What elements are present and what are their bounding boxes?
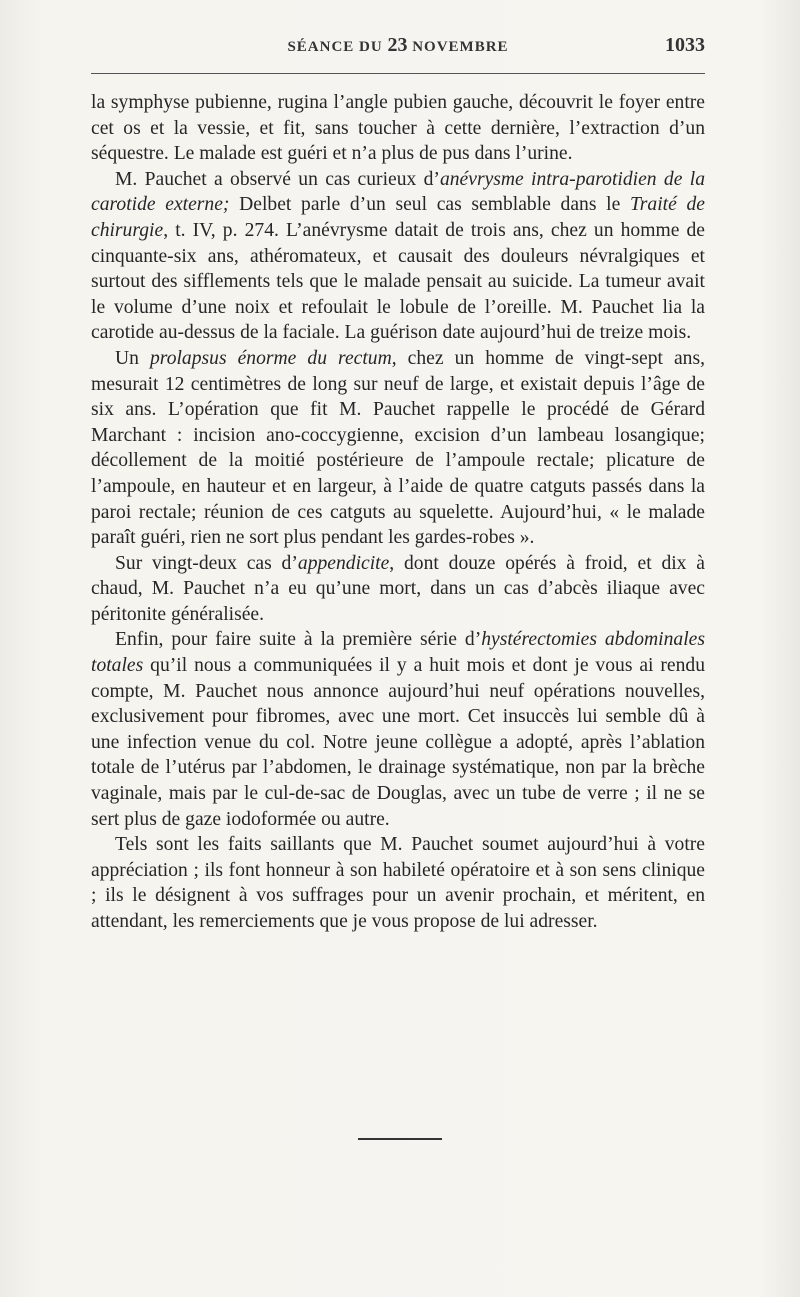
italic-term: Traité de chirurgie [91,194,705,241]
body-text [91,90,705,935]
paragraph-text: Delbet parle d’un seul cas semblable dans le [229,194,630,216]
paragraph-text: Sur vingt-deux cas d’ [115,552,298,574]
running-title [91,34,705,57]
paragraph-text: Enfin, pour faire suite à la première série d’ [115,629,482,651]
page-number: 1033 [665,34,705,56]
paragraph [91,167,705,346]
running-title-day: 23 [387,34,408,56]
paragraph-text: Tels sont les faits saillants que M. Pauchet soumet aujourd’hui à votre appréciation ; ils font honneur à son habileté opératoire et à son sens clinique ; ils le désignent à vos suffrages pour un avenir prochain, et méritent, en attendant, les remerciements que je vous propose de lui adresser. [91,834,705,932]
paragraph-text: M. Pauchet a observé un cas curieux d’ [115,168,440,190]
paragraph-text: , t. IV, p. 274. L’anévrysme datait de trois ans, chez un homme de cinquante-six ans, athéromateux, et causait des douleurs névralgiques et surtout des sifflements tels que le malade pensait au suicide. La tumeur avait le volume d’une noix et refoulait le lobule de l’oreille. M. Pauchet lia la carotide au-dessus de la faciale. La guérison date aujourd’hui de treize mois. [91,219,705,344]
running-title-prefix: SÉANCE DU [287,39,388,55]
paragraph [91,90,705,167]
paragraph [91,346,705,551]
italic-term: anévrysme intra-parotidien de la carotide externe; [91,168,705,216]
paragraph [91,627,705,832]
running-title-month: NOVEMBRE [407,39,509,55]
paragraph-text: , chez un homme de vingt-sept ans, mesurait 12 centimètres de long sur neuf de large, et existait depuis l’âge de six ans. L’opération que fit M. Pauchet rappelle le procédé de Gérard Marchant : incision ano-coccygienne, excision d’un lambeau losangique; décollement de la moitié postérieure de l’ampoule rectale; plicature de l’ampoule, en hauteur et en largeur, à l’aide de quatre catguts passés dans la paroi rectale; réunion de ces catguts au squelette. Aujourd’hui, « le malade paraît guéri, rien ne sort plus pendant les gardes-robes ». [91,347,705,549]
paragraph-text: Un [115,347,150,369]
italic-term: appendicite [297,552,390,574]
closing-rule [358,1138,442,1140]
paragraph-text: la symphyse pubienne, rugina l’angle pubien gauche, découvrit le foyer entre cet os et la vessie, et fit, sans toucher à cette dernière, l’extraction d’un séquestre. Le malade est guéri et n’a plus de pus dans l’urine. [91,92,705,165]
italic-term: prolapsus énorme du rectum [150,347,392,369]
paragraph [91,832,705,934]
paragraph [91,551,705,628]
paragraph-text: qu’il nous a communiquées il y a huit mois et dont je vous ai rendu compte, M. Pauchet nous annonce aujourd’hui neuf opérations nouvelles, exclusivement pour fibromes, avec une mort. Cet insuccès lui semble dû à une infection venue du col. Notre jeune collègue a adopté, après l’ablation totale de l’utérus par l’abdomen, le drainage systématique, non par la brèche vaginale, mais par le cul-de-sac de Douglas, avec un tube de verre ; il ne se sert plus de gaze iodoformée ou autre. [91,655,705,830]
running-header [91,34,705,60]
italic-term: hystérectomies abdominales totales [91,629,705,677]
header-rule [91,73,705,74]
paragraph-text: , dont douze opérés à froid, et dix à chaud, M. Pauchet n’a eu qu’une mort, dans un cas d’abcès iliaque avec péritonite généralisée. [91,552,705,625]
